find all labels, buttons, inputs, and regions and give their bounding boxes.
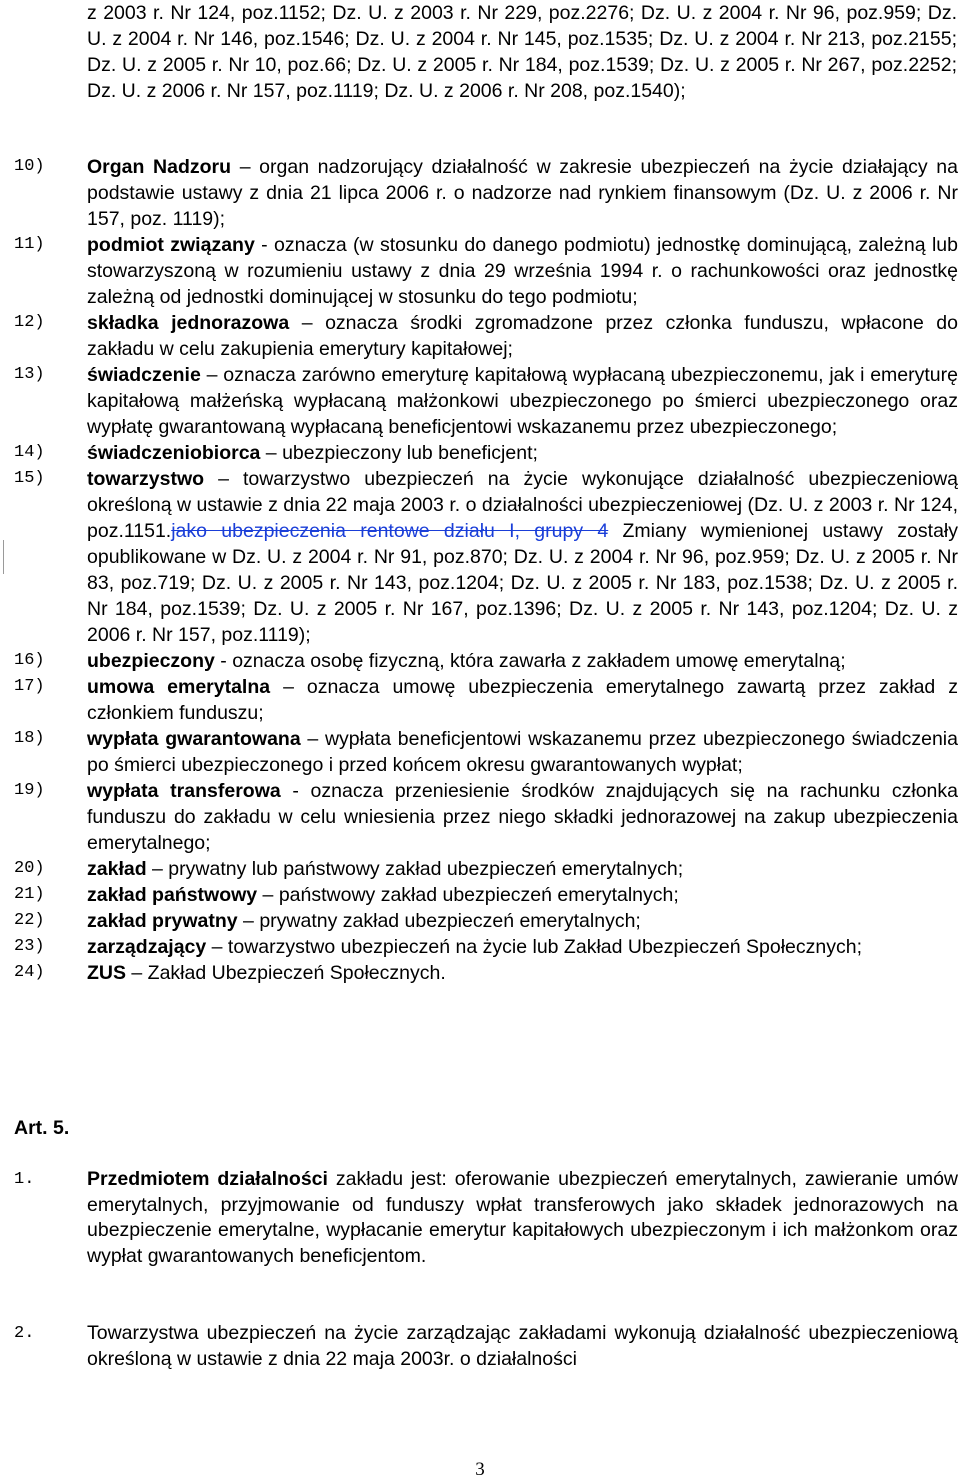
intro-text: z 2003 r. Nr 124, poz.1152; Dz. U. z 2003 r. Nr 229, poz.2276; Dz. U. z 2004 r. Nr 96, poz.959; Dz. U. z 2004 r. Nr 146, poz.1546; Dz. U. z 2004 r. Nr 145, poz.1535; Dz. U. z 2004 r. Nr 213, poz.2155; Dz. U. z 2005 r. Nr 10, poz.66; Dz. U. z 2005 r. Nr 184, poz.1539; Dz. U. z 2005 r. Nr 267, poz.2252; Dz. U. z 2006 r. Nr 157, poz.1119; Dz. U. z 2006 r. Nr 208, poz.1540); — [87, 2, 957, 102]
definition-10 — [0, 154, 958, 232]
definition-text: - oznacza przeniesienie środków znajdujących się na rachunku członka funduszu do zakładu w celu wniesienia przez niego składki jednorazowej na zakup ubezpieczenia emerytalnego; — [87, 780, 959, 854]
definitions-list — [0, 154, 958, 986]
item-number: 12) — [14, 313, 45, 332]
definition-14 — [0, 440, 958, 466]
item-number: 22) — [14, 911, 45, 930]
definition-text: – oznacza środki zgromadzone przez członka funduszu, wpłacone do zakładu w celu zakupienia emerytury kapitałowej; — [87, 312, 959, 360]
definition-text: – wypłata beneficjentowi wskazanemu przez ubezpieczonego świadczenia po śmierci ubezpieczonego i przed końcem okresu gwarantowanych wypłat; — [87, 728, 958, 776]
definition-text: - oznacza osobę fizyczną, która zawarła z zakładem umowę emerytalną; — [214, 650, 846, 672]
definition-term: świadczeniobiorca — [87, 442, 261, 464]
definition-text: – prywatny lub państwowy zakład ubezpieczeń emerytalnych; — [146, 858, 684, 880]
definition-16 — [0, 648, 958, 674]
definition-term: podmiot związany — [87, 234, 255, 256]
definition-20 — [0, 856, 958, 882]
definition-text: – prywatny zakład ubezpieczeń emerytalnych; — [237, 910, 641, 932]
item-number: 16) — [14, 651, 45, 670]
definition-term: świadczenie — [87, 364, 201, 386]
definition-13 — [0, 362, 958, 440]
definition-text: – ubezpieczony lub beneficjent; — [260, 442, 538, 464]
item-number: 19) — [14, 781, 45, 800]
article-heading: Art. 5. — [14, 1117, 70, 1139]
definition-text: – towarzystwo ubezpieczeń na życie wykonujące działalność ubezpieczeniową określoną w ustawie z dnia 22 maja 2003 r. o działalności ubezpieczeniowej (Dz. U. z 2003 r. Nr 124, poz.1151. — [87, 468, 958, 542]
definition-text: - oznacza (w stosunku do danego podmiotu) jednostkę dominującą, zależną lub stowarzyszoną w rozumieniu ustawy z dnia 29 września 1994 r. o rachunkowości oraz jednostkę zależną od jednostki dominującej w stosunku do tego podmiotu; — [87, 234, 958, 308]
item-number: 20) — [14, 859, 45, 878]
page-number: 3 — [475, 1459, 485, 1480]
change-bar — [3, 540, 4, 574]
paragraph-number: 1. — [14, 1170, 35, 1189]
item-number: 21) — [14, 885, 45, 904]
definition-term: wypłata transferowa — [87, 780, 281, 802]
paragraph-term: Przedmiotem działalności — [87, 1168, 328, 1190]
definition-term: Organ Nadzoru — [87, 156, 232, 178]
definition-12 — [0, 310, 958, 362]
item-number: 23) — [14, 937, 45, 956]
definition-text: – państwowy zakład ubezpieczeń emerytalnych; — [257, 884, 679, 906]
item-number: 14) — [14, 443, 45, 462]
definition-17 — [0, 674, 958, 726]
definition-text: – oznacza umowę ubezpieczenia emerytalnego zawartą przez zakład z członkiem funduszu; — [87, 676, 958, 724]
definition-term: zakład prywatny — [87, 910, 238, 932]
definition-11 — [0, 232, 958, 310]
paragraph-2 — [0, 1321, 958, 1372]
paragraph-body — [0, 1167, 958, 1269]
definition-24 — [0, 960, 958, 986]
definition-term: zakład państwowy — [87, 884, 258, 906]
definition-21 — [0, 882, 958, 908]
paragraph-number: 2. — [14, 1324, 35, 1343]
definition-23 — [0, 934, 958, 960]
definition-term: zakład — [87, 858, 147, 880]
paragraph-1 — [0, 1167, 958, 1269]
item-number: 15) — [14, 469, 45, 488]
definition-term: składka jednorazowa — [87, 312, 290, 334]
definition-term: wypłata gwarantowana — [87, 728, 301, 750]
definition-15 — [0, 466, 958, 648]
definition-19 — [0, 778, 958, 856]
definition-term: ubezpieczony — [87, 650, 215, 672]
definition-18 — [0, 726, 958, 778]
item-number: 13) — [14, 365, 45, 384]
definition-text: – oznacza zarówno emeryturę kapitałową wypłacaną ubezpieczonemu, jak i emeryturę kapitałową małżeńską wypłacaną małżonkowi ubezpieczonego po śmierci ubezpieczonego oraz wypłatę gwarantowaną wypłacaną beneficjentowi wskazanemu przez ubezpieczonego; — [87, 364, 958, 438]
definition-term: umowa emerytalna — [87, 676, 271, 698]
definition-term: ZUS — [87, 962, 126, 984]
definition-22 — [0, 908, 958, 934]
definition-term: towarzystwo — [87, 468, 205, 490]
deleted-text: jako ubezpieczenia rentowe działu I, grupy 4 — [171, 520, 609, 542]
definition-text-continued: Zmiany wymienionej ustawy zostały opublikowane w Dz. U. z 2004 r. Nr 91, poz.870; Dz. U. z 2004 r. Nr 96, poz.959; Dz. U. z 2005 r. Nr 83, poz.719; Dz. U. z 2005 r. Nr 143, poz.1204; Dz. U. z 2005 r. Nr 183, poz.1538; Dz. U. z 2005 r. Nr 184, poz.1539; Dz. U. z 2005 r. Nr 167, poz.1396; Dz. U. z 2005 r. Nr 143, poz.1204; Dz. U. z 2006 r. Nr 157, poz.1119); — [87, 520, 958, 646]
definition-text: – Zakład Ubezpieczeń Społecznych. — [126, 962, 446, 984]
paragraph-text: Towarzystwa ubezpieczeń na życie zarządzając zakładami wykonują działalność ubezpieczeniową określoną w ustawie z dnia 22 maja 2003r. o działalności — [87, 1322, 958, 1370]
item-number: 18) — [14, 729, 45, 748]
definition-text: – organ nadzorujący działalność w zakresie ubezpieczeń na życie działający na podstawie ustawy z dnia 21 lipca 2006 r. o nadzorze nad rynkiem finansowym (Dz. U. z 2006 r. Nr 157, poz. 1119); — [87, 156, 958, 230]
definition-text: – towarzystwo ubezpieczeń na życie lub Zakład Ubezpieczeń Społecznych; — [206, 936, 863, 958]
definition-term: zarządzający — [87, 936, 207, 958]
paragraph-text: zakładu jest: oferowanie ubezpieczeń emerytalnych, zawieranie umów emerytalnych, przyjmowanie od funduszy wpłat transferowych jako składek jednorazowych na ubezpieczenie emerytalne, wypłacanie emerytur kapitałowych ubezpieczonym i ich małżonkom oraz wypłat gwarantowanych beneficjentom. — [87, 1168, 959, 1267]
item-number: 17) — [14, 677, 45, 696]
item-number: 24) — [14, 963, 45, 982]
item-number: 11) — [14, 235, 45, 254]
paragraph-body — [0, 1321, 958, 1372]
item-number: 10) — [14, 157, 45, 176]
